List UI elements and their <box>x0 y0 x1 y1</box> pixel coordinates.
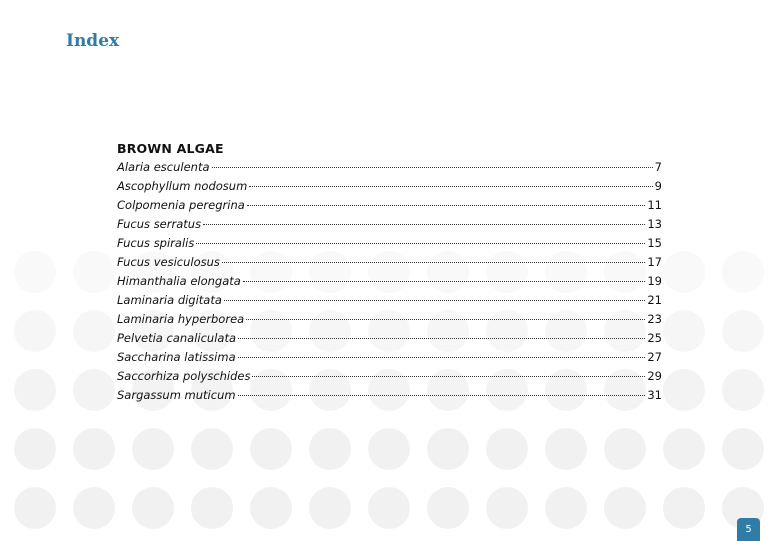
background-dot <box>73 310 115 352</box>
entry-page-number: 7 <box>654 160 662 174</box>
background-dot <box>14 310 56 352</box>
background-dot <box>604 487 646 529</box>
toc-entry[interactable] <box>117 158 662 177</box>
entry-name: Fucus vesiculosus <box>117 255 220 269</box>
background-dot <box>722 310 764 352</box>
entry-page-number: 17 <box>647 255 662 269</box>
background-dot <box>73 369 115 411</box>
background-dot <box>722 428 764 470</box>
dot-leader <box>212 167 653 168</box>
entry-page-number: 9 <box>654 179 662 193</box>
background-dot <box>309 487 351 529</box>
entry-page-number: 11 <box>647 198 662 212</box>
toc-entry[interactable] <box>117 177 662 196</box>
background-dot <box>73 487 115 529</box>
toc-entry[interactable] <box>117 234 662 253</box>
entry-page-number: 29 <box>647 369 662 383</box>
background-dot <box>14 251 56 293</box>
background-dot <box>663 428 705 470</box>
entry-page-number: 23 <box>647 312 662 326</box>
dot-leader <box>203 224 645 225</box>
section-heading: BROWN ALGAE <box>117 141 224 156</box>
background-dot <box>191 487 233 529</box>
dot-leader <box>238 338 645 339</box>
entry-page-number: 21 <box>647 293 662 307</box>
entry-name: Himanthalia elongata <box>117 274 241 288</box>
background-dot <box>14 369 56 411</box>
entry-name: Laminaria hyperborea <box>117 312 245 326</box>
background-dot <box>663 251 705 293</box>
toc-entry[interactable] <box>117 196 662 215</box>
entry-page-number: 13 <box>647 217 662 231</box>
background-dot <box>722 251 764 293</box>
background-dot <box>486 487 528 529</box>
background-dot <box>309 428 351 470</box>
background-dot <box>663 310 705 352</box>
dot-leader <box>247 205 646 206</box>
background-dot <box>368 428 410 470</box>
background-dot <box>73 251 115 293</box>
background-dot <box>132 428 174 470</box>
entry-list <box>117 158 662 405</box>
background-dot <box>663 487 705 529</box>
toc-entry[interactable] <box>117 310 662 329</box>
background-dot <box>132 487 174 529</box>
background-dot <box>604 428 646 470</box>
table-of-contents <box>117 139 662 405</box>
entry-name: Saccharina latissima <box>117 350 236 364</box>
toc-entry[interactable] <box>117 272 662 291</box>
background-dot <box>73 428 115 470</box>
entry-page-number: 27 <box>647 350 662 364</box>
entry-page-number: 19 <box>647 274 662 288</box>
background-dot <box>545 487 587 529</box>
dot-leader <box>238 395 646 396</box>
background-dot <box>427 428 469 470</box>
page-title: Index <box>66 31 120 51</box>
background-dot <box>14 487 56 529</box>
background-dot <box>545 428 587 470</box>
background-dot <box>486 428 528 470</box>
toc-entry[interactable] <box>117 329 662 348</box>
toc-entry[interactable] <box>117 348 662 367</box>
page-number-badge: 5 <box>737 518 760 541</box>
entry-name: Ascophyllum nodosum <box>117 179 248 193</box>
entry-name: Saccorhiza polyschides <box>117 369 251 383</box>
dot-leader <box>238 357 646 358</box>
toc-entry[interactable] <box>117 367 662 386</box>
dot-leader <box>249 186 652 187</box>
toc-entry[interactable] <box>117 253 662 272</box>
entry-name: Laminaria digitata <box>117 293 222 307</box>
toc-entry[interactable] <box>117 215 662 234</box>
toc-entry[interactable] <box>117 291 662 310</box>
entry-page-number: 15 <box>647 236 662 250</box>
entry-name: Pelvetia canaliculata <box>117 331 236 345</box>
dot-leader <box>224 300 645 301</box>
toc-entry[interactable] <box>117 386 662 405</box>
entry-page-number: 31 <box>647 388 662 402</box>
entry-name: Fucus serratus <box>117 217 202 231</box>
background-dot <box>14 428 56 470</box>
dot-leader <box>252 376 645 377</box>
background-dot <box>427 487 469 529</box>
entry-name: Colpomenia peregrina <box>117 198 245 212</box>
background-dot <box>722 369 764 411</box>
dot-leader <box>196 243 645 244</box>
entry-name: Fucus spiralis <box>117 236 195 250</box>
background-dot <box>250 487 292 529</box>
entry-page-number: 25 <box>647 331 662 345</box>
background-dot <box>250 428 292 470</box>
entry-name: Alaria esculenta <box>117 160 210 174</box>
dot-leader <box>243 281 646 282</box>
dot-leader <box>246 319 645 320</box>
background-dot <box>368 487 410 529</box>
background-dot <box>191 428 233 470</box>
dot-leader <box>222 262 645 263</box>
background-dot <box>663 369 705 411</box>
entry-name: Sargassum muticum <box>117 388 236 402</box>
